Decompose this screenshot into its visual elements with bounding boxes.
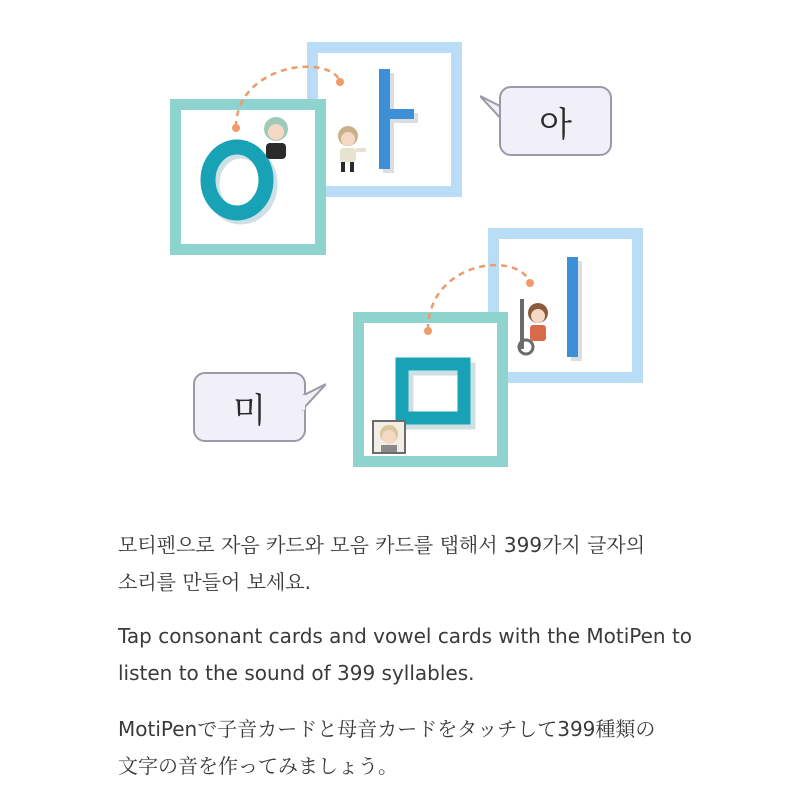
character-portrait-icon: [372, 420, 406, 454]
tap-arc-icon: [228, 55, 358, 135]
speech-bubble-tail-icon: [302, 382, 326, 412]
description-korean-line-1: 모티펜으로 자음 카드와 모음 카드를 탭해서 399가지 글자의: [118, 533, 646, 557]
syllable-bubble-a: 아: [499, 86, 612, 156]
description-japanese-line-1: MotiPenで子音カードと母音カードをタッチして399種類の: [118, 717, 656, 741]
description-english-line-1: Tap consonant cards and vowel cards with the MotiPen to: [118, 624, 693, 648]
description-japanese-line-2: 文字の音を作ってみましょう。: [118, 754, 398, 778]
description-english: [118, 618, 718, 692]
tap-arc-icon: [420, 252, 550, 342]
description-korean-line-2: 소리를 만들어 보세요.: [118, 570, 311, 594]
syllable-bubble-mi: 미: [193, 372, 306, 442]
description-japanese: [118, 711, 718, 785]
description-english-line-2: listen to the sound of 399 syllables.: [118, 661, 475, 685]
description-korean: [118, 527, 718, 601]
